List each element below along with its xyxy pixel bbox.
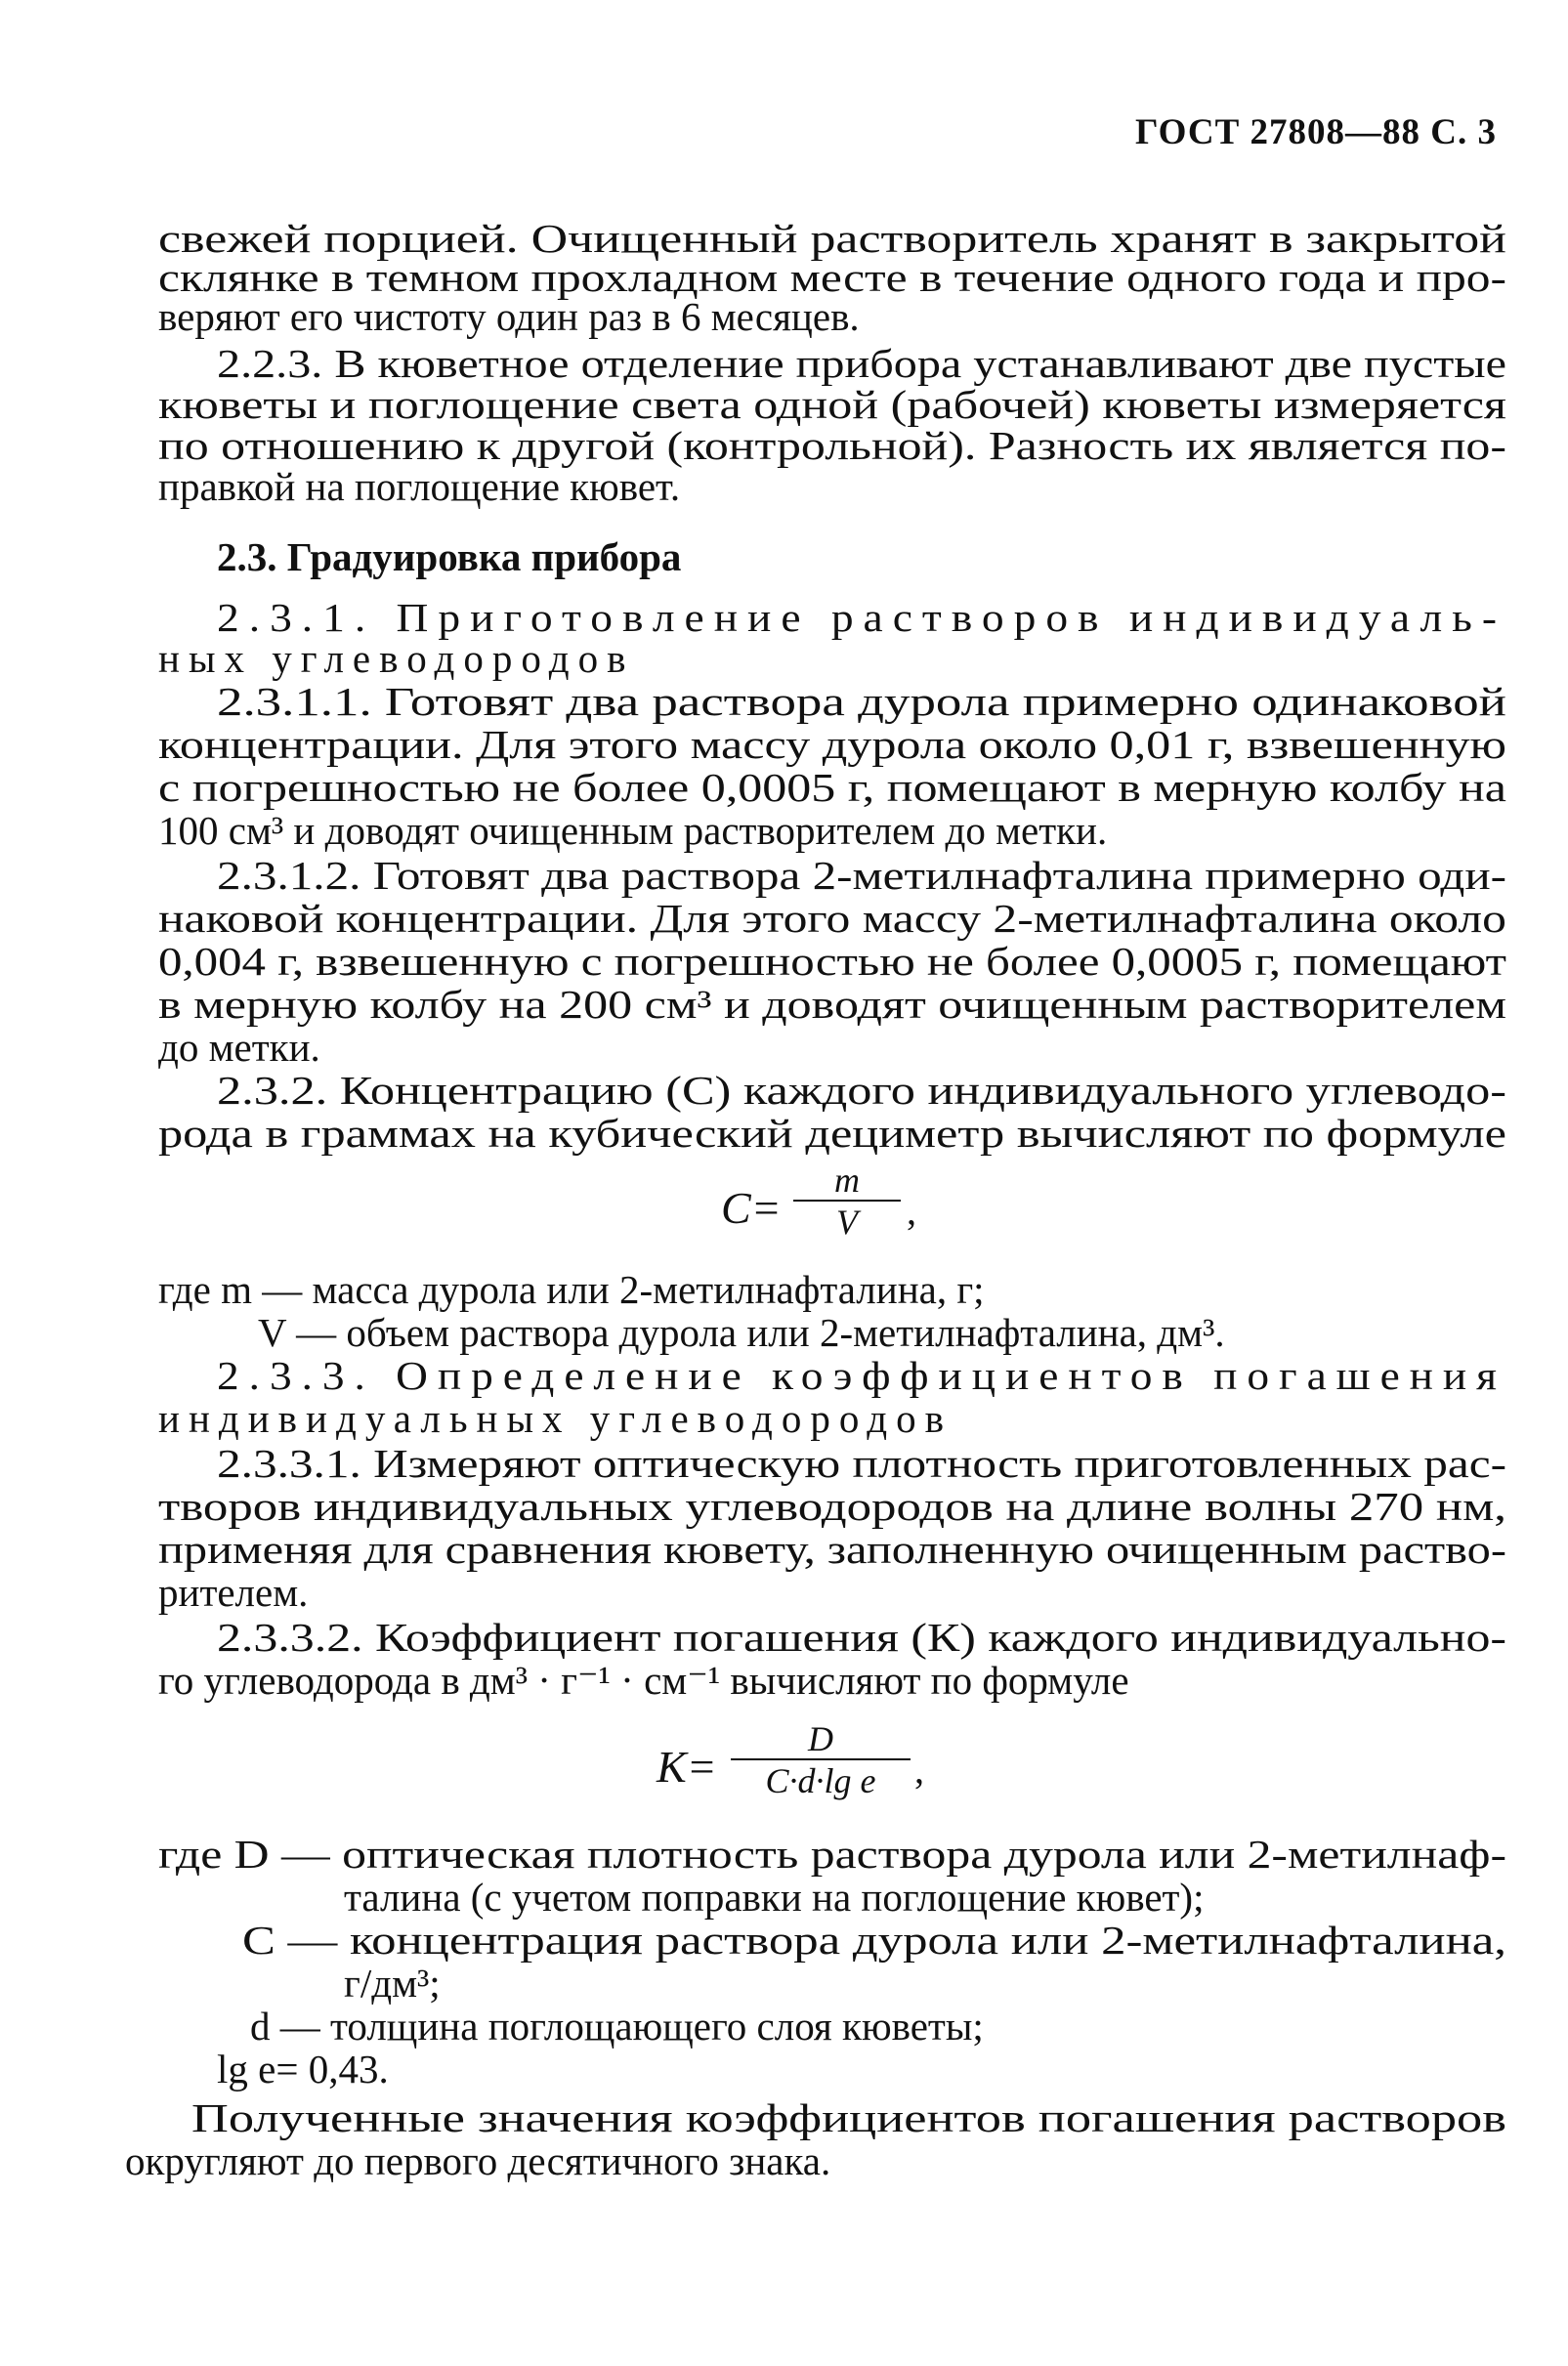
subsection-heading-2-3-1-cont: ных углеводородов	[158, 636, 635, 681]
text-line: свежей порцией. Очищенный растворитель хранят в закрытой	[158, 216, 1506, 261]
subsection-heading-2-3-1: 2.3.1. Приготовление растворов индивидуаль-	[217, 595, 1506, 640]
text-line: правкой на поглощение кювет.	[158, 464, 681, 509]
where-m-definition: где m — масса дурола или 2-метилнафталина, г;	[158, 1267, 985, 1312]
fraction-denominator: V	[836, 1203, 858, 1242]
fraction-numerator: m	[834, 1161, 860, 1200]
text-line: 100 см³ и доводят очищенным растворителем до метки.	[158, 808, 1108, 853]
subsection-heading-2-3-3: 2.3.3. Определение коэффициентов погашения	[217, 1353, 1506, 1398]
where-d-thickness-definition: d — толщина поглощающего слоя кюветы;	[250, 2004, 984, 2049]
where-v-definition: V — объем раствора дурола или 2-метилнафталина, дм³.	[258, 1310, 1225, 1355]
fraction-numerator: D	[808, 1719, 833, 1758]
fraction-denominator: C·d·lg e	[765, 1761, 876, 1800]
text-line: кюветы и поглощение света одной (рабочей) кюветы измеряется	[158, 382, 1506, 427]
page-header: ГОСТ 27808—88 С. 3	[1135, 112, 1497, 152]
closing-paragraph: Полученные значения коэффициентов погашения растворов	[191, 2095, 1506, 2140]
text-line: наковой концентрации. Для этого массу 2-метилнафталина около	[158, 896, 1506, 941]
text-line: г/дм³;	[344, 1961, 441, 2006]
text-line: рода в граммах на кубический дециметр вычисляют по формуле	[158, 1111, 1506, 1156]
lg-e-value: lg e= 0,43.	[217, 2047, 389, 2091]
text-line: применяя для сравнения кювету, заполненную очищенным раство-	[158, 1527, 1506, 1572]
text-line: 0,004 г, взвешенную с погрешностью не более 0,0005 г, помещают	[158, 939, 1506, 984]
text-line: творов индивидуальных углеводородов на длине волны 270 нм,	[158, 1484, 1506, 1529]
text-line: веряют его чистоту один раз в 6 месяцев.	[158, 294, 860, 339]
paragraph-2-3-1-2: 2.3.1.2. Готовят два раствора 2-метилнафталина примерно оди-	[217, 853, 1506, 898]
text-line: рителем.	[158, 1570, 309, 1615]
where-d-definition: где D — оптическая плотность раствора дурола или 2-метилнаф-	[158, 1832, 1506, 1877]
paragraph-2-3-1-1: 2.3.1.1. Готовят два раствора дурола примерно одинаковой	[217, 679, 1506, 724]
text-line: с погрешностью не более 0,0005 г, помещают в мерную колбу на	[158, 765, 1506, 810]
text-line: до метки.	[158, 1025, 320, 1070]
formula-lhs: K=	[657, 1742, 717, 1792]
paragraph-2-3-2: 2.3.2. Концентрацию (С) каждого индивидуального углеводо-	[217, 1068, 1506, 1113]
fraction	[793, 1161, 901, 1243]
text-line: округляют до первого десятичного знака.	[125, 2138, 831, 2183]
formula-lhs: C=	[721, 1183, 782, 1233]
text-line: концентрации. Для этого массу дурола около 0,01 г, взвешенную	[158, 722, 1506, 767]
fraction	[731, 1719, 911, 1801]
where-c-definition: С — концентрация раствора дурола или 2-метилнафталина,	[242, 1918, 1506, 1963]
paragraph-2-3-3-2: 2.3.3.2. Коэффициент погашения (К) каждого индивидуально-	[217, 1615, 1506, 1660]
formula-comma: ,	[914, 1748, 924, 1792]
subsection-heading-2-3-3-cont: индивидуальных углеводородов	[158, 1396, 953, 1441]
paragraph-2-2-3: 2.2.3. В кюветное отделение прибора устанавливают две пустые	[217, 341, 1506, 386]
section-heading-2-3: 2.3. Градуировка прибора	[217, 534, 682, 579]
text-line: талина (с учетом поправки на поглощение кювет);	[344, 1875, 1205, 1920]
text-line: го углеводорода в дм³ · г⁻¹ · см⁻¹ вычисляют по формуле	[158, 1658, 1129, 1703]
text-line: в мерную колбу на 200 см³ и доводят очищенным растворителем	[158, 982, 1506, 1027]
text-line: по отношению к другой (контрольной). Разность их является по-	[158, 423, 1506, 468]
formula-comma: ,	[907, 1189, 916, 1233]
text-line: склянке в темном прохладном месте в течение одного года и про-	[158, 255, 1506, 300]
paragraph-2-3-3-1: 2.3.3.1. Измеряют оптическую плотность приготовленных рас-	[217, 1441, 1506, 1486]
